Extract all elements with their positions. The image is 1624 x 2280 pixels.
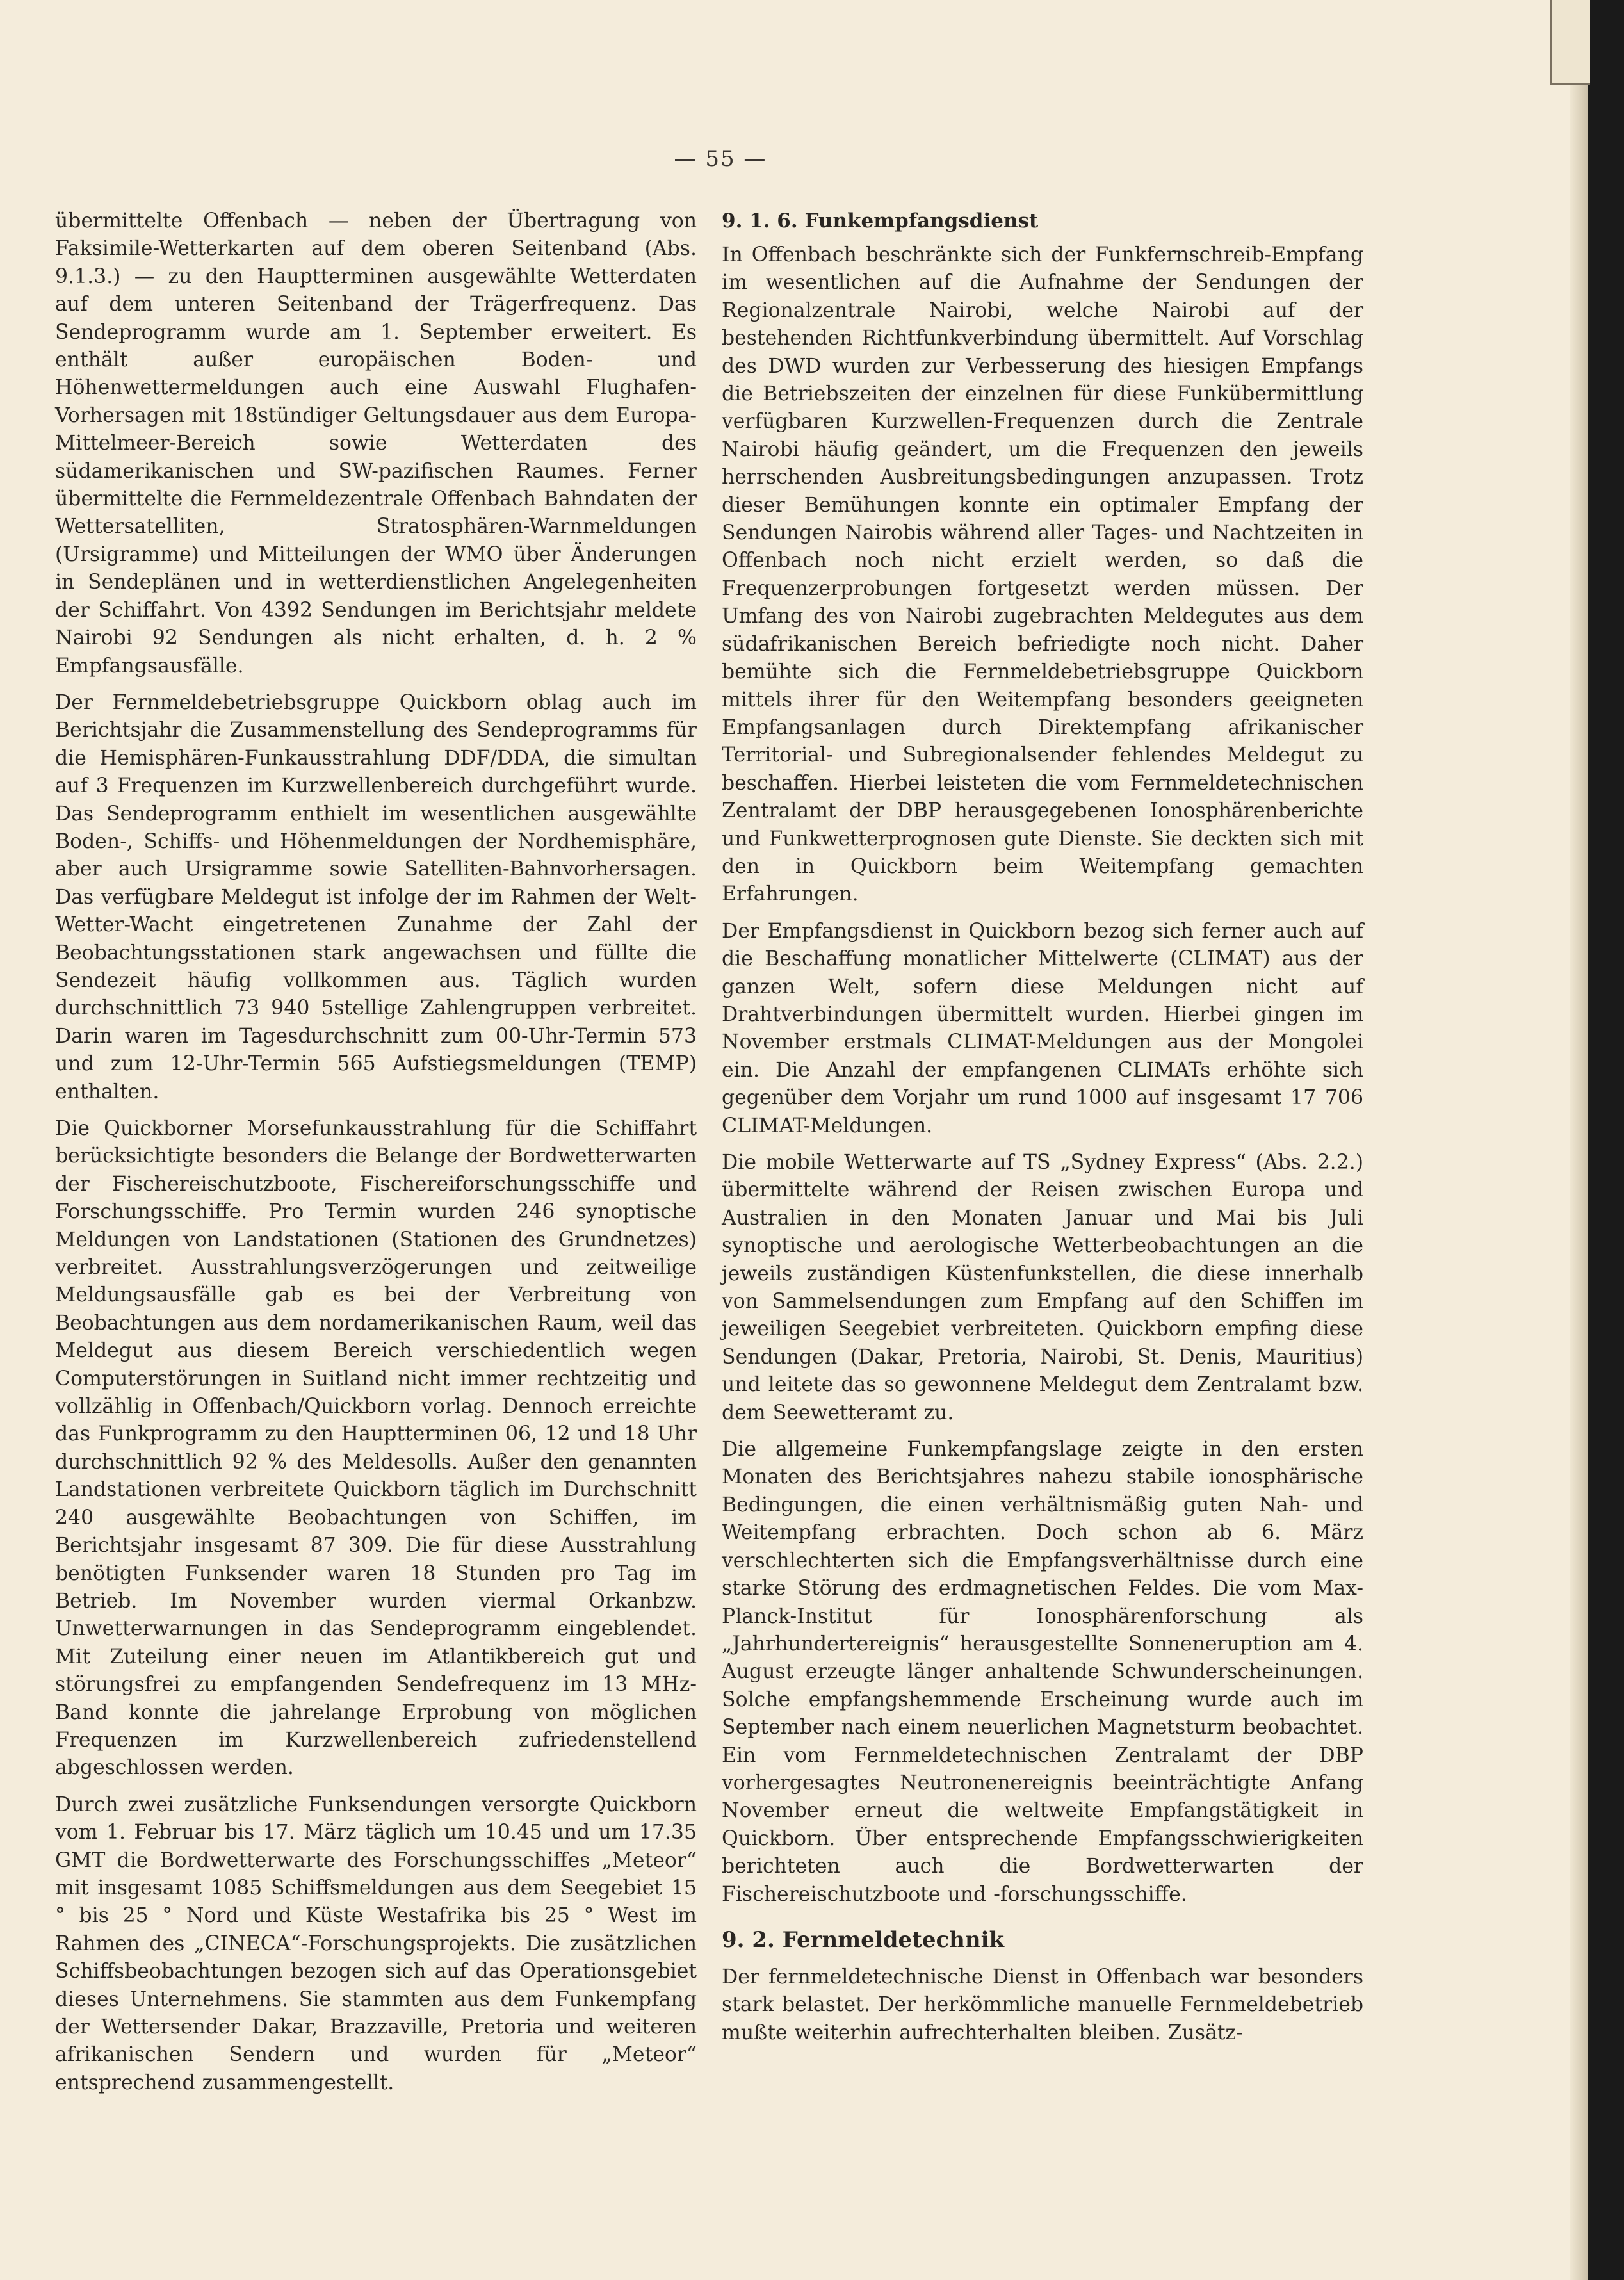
section-heading-fernmeldetechnik: 9. 2. Fernmeldetechnik — [722, 1926, 1005, 1953]
paragraph: Die mobile Wetterwarte auf TS „Sydney Express“ (Abs. 2.2.) übermittelte während der Reisen zwischen Europa und Australien in den Monaten Januar und Mai bis Juli synoptische und aerologische Wetterbeobachtungen an die jeweils zuständigen Küstenfunkstellen, die diese innerhalb von Sammelsendungen zum Empfang auf den Schiffen im jeweiligen Seegebiet verbreiteten. Quickborn empfing diese Sendungen (Dakar, Pretoria, Nairobi, St. Denis, Mauritius) und leitete das so gewonnene Meldegut dem Zentralamt bzw. dem Seewetteramt zu. — [722, 1151, 1363, 1424]
page-edge — [1570, 0, 1588, 2280]
right-column — [722, 208, 1363, 2056]
paragraph: In Offenbach beschränkte sich der Funkfernschreib-Empfang im wesentlichen auf die Aufnahme der Sendungen der Regionalzentrale Nairobi, welche Nairobi auf der bestehenden Richtfunkverbindung übermittelt. Auf Vorschlag des DWD wurden zur Verbesserung des hiesigen Empfangs die Betriebszeiten der einzelnen für diese Funkübermittlung verfügbaren Kurzwellen-Frequenzen durch die Zentrale Nairobi häufig geändert, um die Frequenzen den jeweils herrschenden Ausbreitungsbedingungen anzupassen. Trotz dieser Bemühungen konnte ein optimaler Empfang der Sendungen Nairobis während aller Tages- und Nachtzeiten in Offenbach noch nicht erzielt werden, so daß die Frequenzerprobungen fortgesetzt werden müssen. Der Umfang des von Nairobi zugebrachten Meldegutes aus dem südafrikanischen Bereich befriedigte noch nicht. Daher bemühte sich die Fernmeldebetriebsgruppe Quickborn mittels ihrer für den Weitempfang besonders geeigneten Empfangsanlagen durch Direktempfang afrikanischer Territorial- und Subregionalsender fehlendes Meldegut zu beschaffen. Hierbei leisteten die vom Fernmeldetechnischen Zentralamt der DBP herausgegebenen Ionosphärenberichte und Funkwetterprognosen gute Dienste. Sie deckten sich mit den in Quickborn beim Weitempfang gemachten Erfahrungen. — [722, 243, 1363, 906]
paragraph: übermittelte Offenbach — neben der Übertragung von Faksimile-Wetterkarten auf dem oberen Seitenband (Abs. 9.1.3.) — zu den Hauptterminen ausgewählte Wetterdaten auf dem unteren Seitenband der Trägerfrequenz. Das Sendeprogramm wurde am 1. September erweitert. Es enthält außer europäischen Boden- und Höhenwettermeldungen auch eine Auswahl Flughafen-Vorhersagen mit 18stündiger Geltungsdauer aus dem Europa-Mittelmeer-Bereich sowie Wetterdaten des südamerikanischen und SW-pazifischen Raumes. Ferner übermittelte die Fernmeldezentrale Offenbach Bahndaten der Wettersatelliten, Stratosphären-Warnmeldungen (Ursigramme) und Mitteilungen der WMO über Änderungen in Sendeplänen und in wetterdienstlichen Angelegenheiten der Schiffahrt. Von 4392 Sendungen im Berichtsjahr meldete Nairobi 92 Sendungen als nicht erhalten, d. h. 2 % Empfangsausfälle. — [55, 209, 697, 678]
page-number: — 55 — — [674, 146, 767, 172]
paragraph: Der Fernmeldebetriebsgruppe Quickborn oblag auch im Berichtsjahr die Zusammenstellung des Sendeprogramms für die Hemisphären-Funkausstrahlung DDF/DDA, die simultan auf 3 Frequenzen im Kurzwellenbereich durchgeführt wurde. Das Sendeprogramm enthielt im wesentlichen ausgewählte Boden-, Schiffs- und Höhenmeldungen der Nordhemisphäre, aber auch Ursigramme sowie Satelliten-Bahnvorhersagen. Das verfügbare Meldegut ist infolge der im Rahmen der Welt-Wetter-Wacht eingetretenen Zunahme der Zahl der Beobachtungsstationen stark angewachsen und füllte die Sendezeit häufig vollkommen aus. Täglich wurden durchschnittlich 73 940 5stellige Zahlengruppen verbreitet. Darin waren im Tagesdurchschnitt zum 00-Uhr-Termin 573 und zum 12-Uhr-Termin 565 Aufstiegsmeldungen (TEMP) enthalten. — [55, 690, 697, 1103]
paragraph: Durch zwei zusätzliche Funksendungen versorgte Quickborn vom 1. Februar bis 17. März täglich um 10.45 und um 17.35 GMT die Bordwetterwarte des Forschungsschiffes „Meteor“ mit insgesamt 1085 Schiffsmeldungen aus dem Seegebiet 15 ° bis 25 ° Nord und Küste Westafrika bis 25 ° West im Rahmen des „CINECA“-Forschungsprojekts. Die zusätzlichen Schiffsbeobachtungen bezogen sich auf das Operationsgebiet dieses Unternehmens. Sie stammten aus dem Funkempfang der Wettersender Dakar, Brazzaville, Pretoria und weiteren afrikanischen Sendern und wurden für „Meteor“ entsprechend zusammengestellt. — [55, 1793, 697, 2094]
corner-tab — [1550, 0, 1590, 85]
paragraph: Der Empfangsdienst in Quickborn bezog sich ferner auch auf die Beschaffung monatlicher Mittelwerte (CLIMAT) aus der ganzen Welt, sofern diese Meldungen nicht auf Drahtverbindungen übermittelt wurden. Hierbei gingen im November erstmals CLIMAT-Meldungen aus der Mongolei ein. Die Anzahl der empfangenen CLIMATs erhöhte sich gegenüber dem Vorjahr um rund 1000 auf insgesamt 17 706 CLIMAT-Meldungen. — [722, 919, 1363, 1137]
paragraph: Die allgemeine Funkempfangslage zeigte in den ersten Monaten des Berichtsjahres nahezu stabile ionosphärische Bedingungen, die einen verhältnismäßig guten Nah- und Weitempfang erbrachten. Doch schon ab 6. März verschlechterten sich die Empfangsverhältnisse durch eine starke Störung des erdmagnetischen Feldes. Die vom Max-Planck-Institut für Ionosphärenforschung als „Jahrhundertereignis“ herausgestellte Sonneneruption am 4. August erzeugte länger anhaltende Schwunderscheinungen. Solche empfangshemmende Erscheinung wurde auch im September nach einem neuerlichen Magnetsturm beobachtet. Ein vom Fernmeldetechnischen Zentralamt der DBP vorhergesagtes Neutronenereignis beeinträchtigte Anfang November erneut die weltweite Empfangstätigkeit in Quickborn. Über entsprechende Empfangsschwierigkeiten berichteten auch die Bordwetterwarten der Fischereischutzboote und -forschungsschiffe. — [722, 1438, 1363, 1906]
left-column — [55, 208, 697, 2106]
section-heading-funkempfangsdienst: 9. 1. 6. Funkempfangsdienst — [722, 209, 1039, 232]
paragraph: Die Quickborner Morsefunkausstrahlung für die Schiffahrt berücksichtigte besonders die Belange der Bordwetterwarten der Fischereischutzboote, Fischereiforschungsschiffe und Forschungsschiffe. Pro Termin wurden 246 synoptische Meldungen von Landstationen (Stationen des Grundnetzes) verbreitet. Ausstrahlungsverzögerungen und zeitweilige Meldungsausfälle gab es bei der Verbreitung von Beobachtungen aus dem nordamerikanischen Raum, weil das Meldegut aus diesem Bereich verschiedentlich wegen Computerstörungen in Suitland nicht immer rechtzeitig und vollzählig in Offenbach/Quickborn vorlag. Dennoch erreichte das Funkprogramm zu den Hauptterminen 06, 12 und 18 Uhr durchschnittlich 92 % des Meldesolls. Außer den genannten Landstationen verbreitete Quickborn täglich im Durchschnitt 240 ausgewählte Beobachtungen von Schiffen, im Berichtsjahr insgesamt 87 309. Die für diese Ausstrahlung benötigten Funksender waren 18 Stunden pro Tag im Betrieb. Im November wurden viermal Orkanbzw. Unwetterwarnungen in das Sendeprogramm eingeblendet. Mit Zuteilung einer neuen im Atlantikbereich gut und störungsfrei zu empfangenden Sendefrequenz im 13 MHz-Band konnte die jahrelange Erprobung von möglichen Frequenzen im Kurzwellenbereich zufriedenstellend abgeschlossen werden. — [55, 1117, 697, 1780]
paragraph: Der fernmeldetechnische Dienst in Offenbach war besonders stark belastet. Der herkömmliche manuelle Fernmeldebetrieb mußte weiterhin aufrechterhalten bleiben. Zusätz- — [722, 1965, 1363, 2044]
